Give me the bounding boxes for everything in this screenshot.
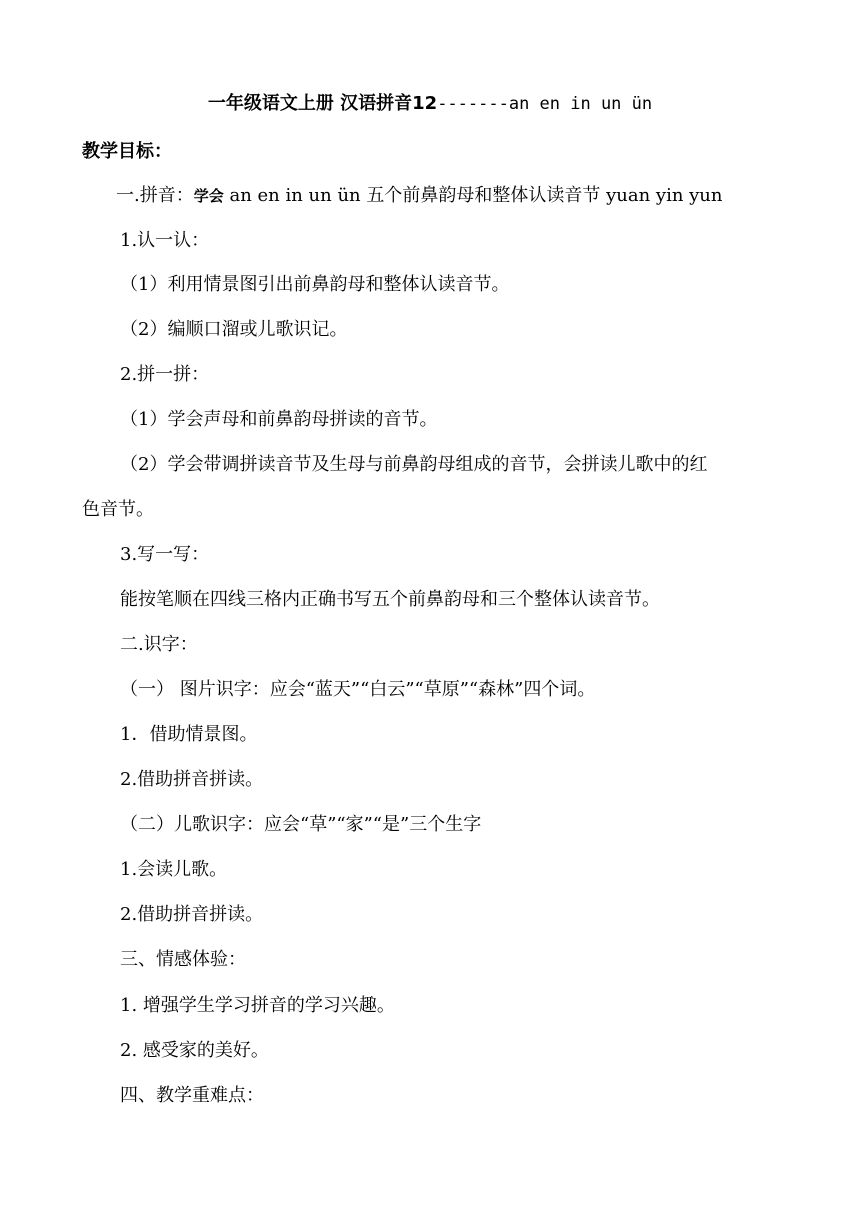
spell-item-2-line-2: 色音节。 bbox=[82, 499, 154, 520]
pinyin-goal-prefix: 一.拼音： bbox=[116, 185, 194, 206]
title-pinyin: -------an en in un ün bbox=[437, 94, 653, 114]
write-item-1: 能按笔顺在四线三格内正确书写五个前鼻韵母和三个整体认读音节。 bbox=[120, 589, 660, 610]
literacy-picture-item-2: 2.借助拼音拼读。 bbox=[120, 769, 264, 790]
spell-item-1: （1）学会声母和前鼻韵母拼读的音节。 bbox=[120, 409, 438, 430]
title-chinese: 一年级语文上册 汉语拼音12 bbox=[207, 93, 438, 114]
write-heading: 3.写一写： bbox=[120, 544, 210, 565]
recognize-item-1: （1）利用情景图引出前鼻韵母和整体认读音节。 bbox=[120, 274, 510, 295]
emotion-heading: 三、情感体验： bbox=[120, 949, 246, 970]
recognize-item-2: （2）编顺口溜或儿歌识记。 bbox=[120, 319, 348, 340]
emotion-item-2: 2. 感受家的美好。 bbox=[120, 1040, 269, 1061]
pinyin-goal-bold: 学会 bbox=[193, 187, 224, 205]
spell-item-2-line-1: （2）学会带调拼读音节及生母与前鼻韵母组成的音节，会拼读儿歌中的红 bbox=[120, 454, 708, 475]
emotion-item-1: 1. 增强学生学习拼音的学习兴趣。 bbox=[120, 995, 395, 1016]
recognize-heading: 1.认一认： bbox=[120, 230, 210, 251]
literacy-heading: 二.识字： bbox=[120, 634, 198, 655]
spell-heading: 2.拼一拼： bbox=[120, 364, 210, 385]
literacy-picture-item-1: 1．借助情景图。 bbox=[120, 724, 258, 745]
literacy-song: （二）儿歌识字：应会“草”“家”“是”三个生字 bbox=[120, 814, 482, 835]
literacy-song-item-1: 1.会读儿歌。 bbox=[120, 859, 228, 880]
pinyin-goal-rest: an en in un ün 五个前鼻韵母和整体认读音节 yuan yin yun bbox=[223, 185, 723, 206]
literacy-song-item-2: 2.借助拼音拼读。 bbox=[120, 904, 264, 925]
pinyin-goal-line bbox=[116, 184, 723, 208]
document-title bbox=[0, 92, 860, 116]
literacy-picture: （一） 图片识字：应会“蓝天”“白云”“草原”“森林”四个词。 bbox=[120, 679, 596, 700]
section-heading-objectives: 教学目标： bbox=[82, 141, 172, 162]
key-points-heading: 四、教学重难点： bbox=[120, 1085, 264, 1106]
